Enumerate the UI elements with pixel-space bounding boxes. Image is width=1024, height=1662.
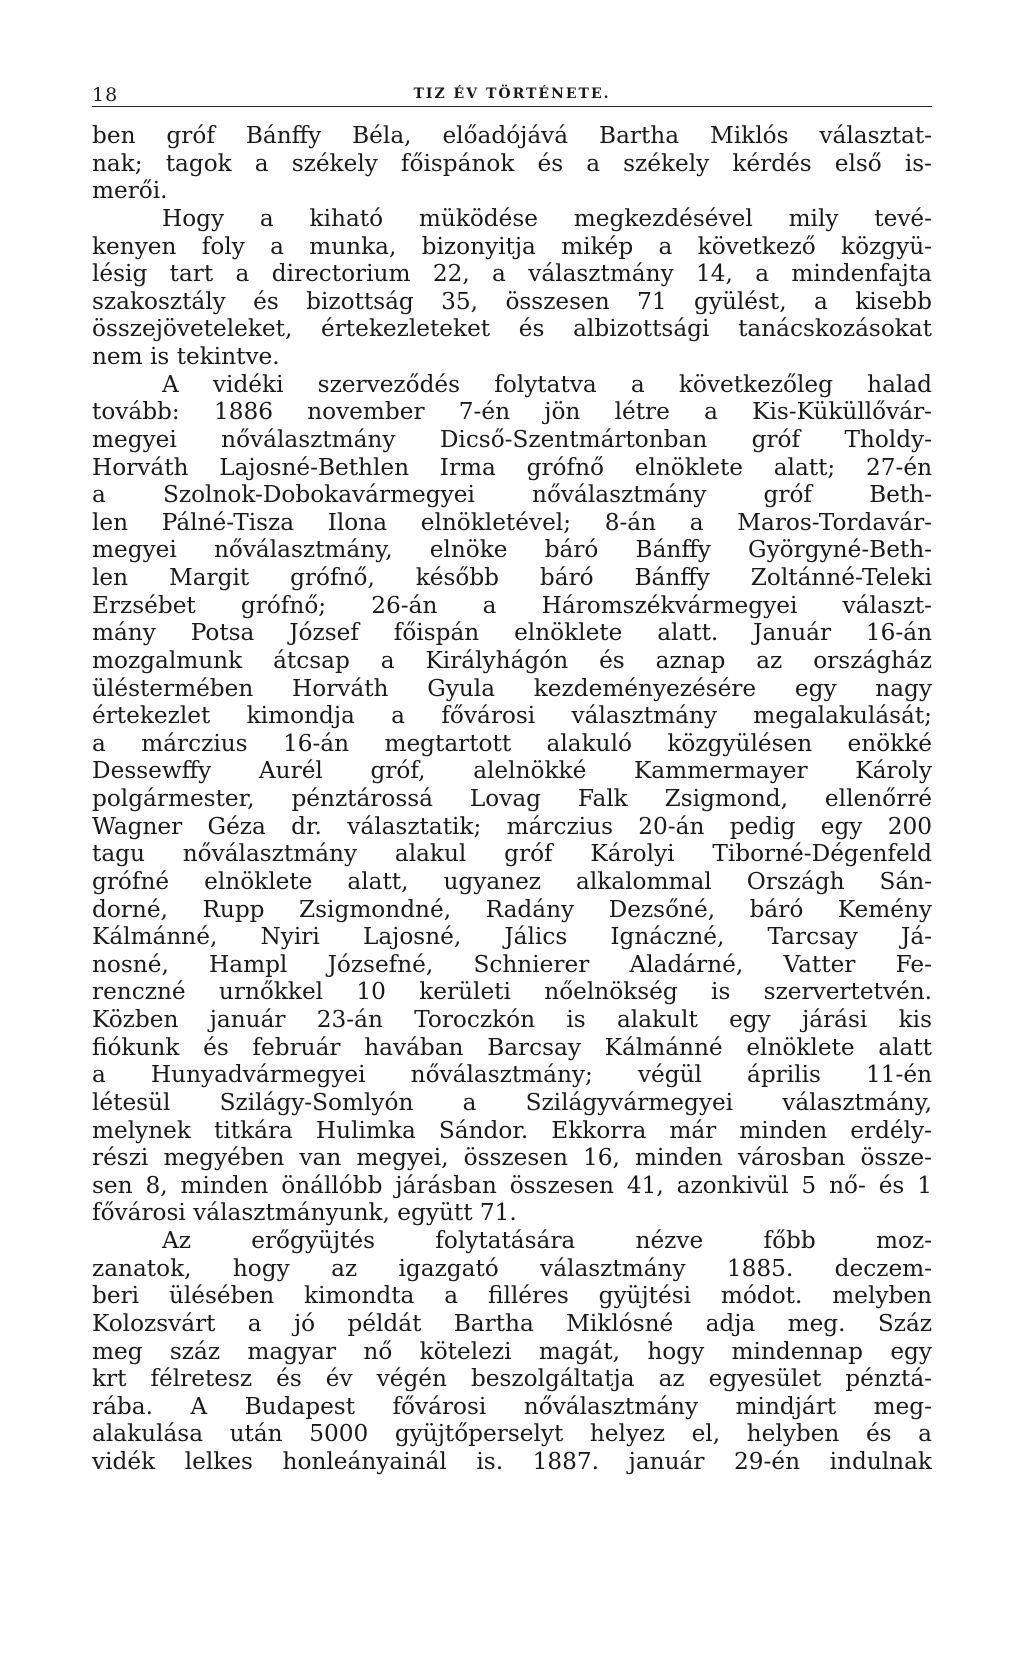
text-line: melynek titkára Hulimka Sándor. Ekkorra már minden erdély-: [92, 1116, 932, 1144]
text-line: ben gróf Bánffy Béla, előadójává Bartha Miklós választat-: [92, 122, 932, 149]
text-line: grófné elnöklete alatt, ugyanez alkalommal Országh Sán-: [92, 867, 932, 895]
text-line: nem is tekintve.: [92, 343, 280, 370]
text-line: kenyen foly a munka, bizonyitja mikép a következő közgyü-: [92, 232, 932, 260]
text-line: mozgalmunk átcsap a Királyhágón és aznap az országház: [92, 646, 932, 674]
text-line: Wagner Géza dr. választatik; márczius 20-án pedig egy 200: [92, 812, 932, 840]
text-line: merői.: [92, 177, 168, 205]
text-line: lésig tart a directorium 22, a választmány 14, a mindenfajta: [92, 260, 932, 288]
text-line: beri ülésében kimondta a filléres gyüjtési módot. melyben: [92, 1282, 932, 1310]
text-line: polgármester, pénztárossá Lovag Falk Zsigmond, ellenőrré: [92, 785, 932, 812]
running-title: TIZ ÉV TÖRTÉNETE.: [413, 86, 611, 102]
text-line: összejöveteleket, értekezleteket és albizottsági tanácskozásokat: [92, 315, 932, 343]
text-line: értekezlet kimondja a fővárosi választmány megalakulását;: [92, 702, 932, 730]
text-line: Dessewffy Aurél gróf, alelnökké Kammermayer Károly: [92, 757, 932, 785]
text-line: megyei nőválasztmány Dicső-Szentmártonban gróf Tholdy-: [92, 425, 932, 453]
text-line: szakosztály és bizottság 35, összesen 71 gyülést, a kisebb: [92, 287, 932, 315]
text-line: renczné urnőkkel 10 kerületi nőelnökség is szervertetvén.: [92, 978, 932, 1006]
text-line: sen 8, minden önállóbb járásban összesen 41, azonkivül 5 nő- és 1: [92, 1171, 932, 1199]
text-line: rába. A Budapest fővárosi nőválasztmány mindjárt meg-: [92, 1392, 932, 1420]
text-line: tagu nőválasztmány alakul gróf Károlyi Tiborné-Dégenfeld: [92, 840, 932, 868]
text-line: Erzsébet grófnő; 26-án a Háromszékvármegyei választ-: [92, 591, 932, 619]
text-line: tovább: 1886 november 7-én jön létre a Kis-Küküllővár-: [92, 398, 932, 426]
text-line: A vidéki szerveződés folytatva a következőleg halad: [162, 370, 932, 398]
text-line: meg száz magyar nő kötelezi magát, hogy mindennap egy: [92, 1337, 932, 1365]
page-number: 18: [92, 84, 119, 106]
text-line: alakulása után 5000 gyüjtőperselyt helyez el, helyben és a: [92, 1420, 932, 1448]
text-line: megyei nőválasztmány, elnöke báró Bánffy Györgyné-Beth-: [92, 536, 932, 564]
text-line: a Szolnok-Dobokavármegyei nőválasztmány gróf Beth-: [92, 481, 932, 509]
text-line: len Margit grófnő, később báró Bánffy Zoltánné-Teleki: [92, 564, 932, 591]
text-line: részi megyében van megyei, összesen 16, minden városban össze-: [92, 1144, 932, 1172]
text-line: Kálmánné, Nyiri Lajosné, Jálics Ignáczné, Tarcsay Já-: [92, 923, 932, 951]
text-line: nosné, Hampl Józsefné, Schnierer Aladárné, Vatter Fe-: [92, 950, 932, 978]
text-line: vidék lelkes honleányainál is. 1887. január 29-én indulnak: [92, 1448, 932, 1475]
text-line: Hogy a kiható müködése megkezdésével mily tevé-: [162, 204, 932, 232]
running-head: [92, 84, 932, 107]
text-line: Közben január 23-án Toroczkón is alakult egy járási kis: [92, 1006, 932, 1033]
text-line: fiókunk és február havában Barcsay Kálmánné elnöklete alatt: [92, 1033, 932, 1061]
text-line: fővárosi választmányunk, együtt 71.: [92, 1199, 517, 1227]
text-line: nak; tagok a székely főispánok és a székely kérdés első is-: [92, 149, 932, 177]
text-line: Az erőgyüjtés folytatására nézve főbb moz-: [162, 1227, 932, 1254]
text-line: létesül Szilágy-Somlyón a Szilágyvármegyei választmány,: [92, 1088, 932, 1116]
text-line: Kolozsvárt a jó példát Bartha Miklósné adja meg. Száz: [92, 1309, 932, 1337]
text-line: üléstermében Horváth Gyula kezdeményezésére egy nagy: [92, 674, 932, 702]
text-line: len Pálné-Tisza Ilona elnökletével; 8-án a Maros-Tordavár-: [92, 508, 932, 536]
text-line: zanatok, hogy az igazgató választmány 1885. deczem-: [92, 1254, 932, 1282]
text-line: dorné, Rupp Zsigmondné, Radány Dezsőné, báró Kemény: [92, 895, 932, 923]
text-line: krt félretesz és év végén beszolgáltatja az egyesület pénztá-: [92, 1365, 932, 1393]
text-line: a Hunyadvármegyei nőválasztmány; végül április 11-én: [92, 1061, 932, 1089]
text-line: Horváth Lajosné-Bethlen Irma grófnő elnöklete alatt; 27-én: [92, 453, 932, 481]
body-text: [92, 122, 932, 1476]
text-line: a márczius 16-án megtartott alakuló közgyülésen enökké: [92, 729, 932, 757]
text-line: mány Potsa József főispán elnöklete alatt. Január 16-án: [92, 619, 932, 647]
